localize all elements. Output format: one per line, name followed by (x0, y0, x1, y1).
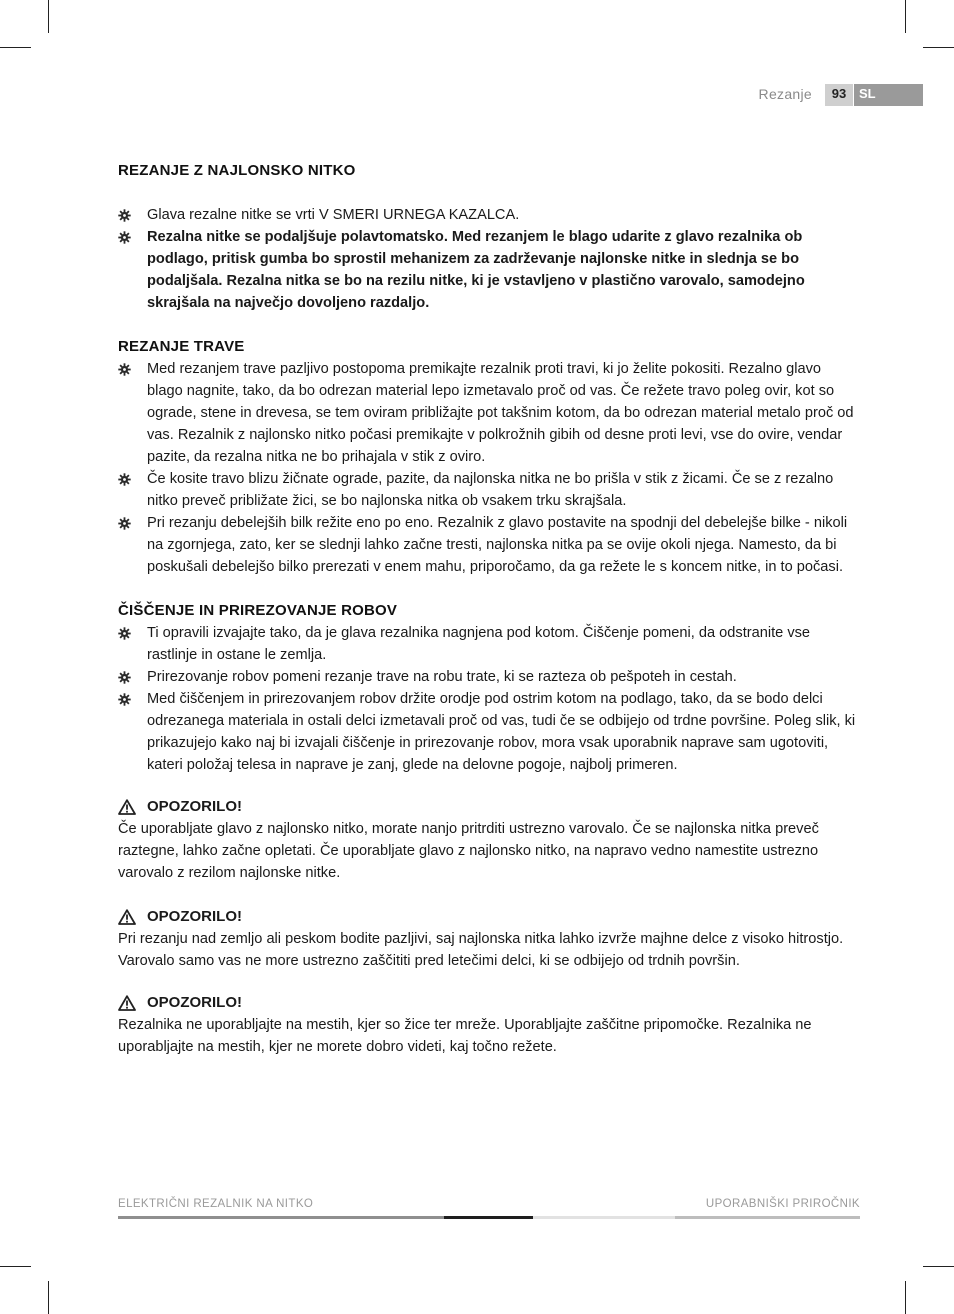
warning-title-text: OPOZORILO! (147, 908, 242, 925)
list-item-text: Pri rezanju debelejših bilk režite eno po eno. Rezalnik z glavo postavite na spodnji del debelejše bilke - nikoli na zgornjega, zato, ker se slednji lahko začne tresti, najlonska nitka pa se ovije okoli njega. Namesto, da bi poskušali debelejšo bilko prerezati v enem mahu, priporočamo, da ga režete le s koncem nitke, in to počasi. (147, 515, 848, 575)
warning-triangle-icon (118, 909, 136, 925)
list-item-text: Glava rezalne nitke se vrti V SMERI URNEGA KAZALCA. (147, 207, 520, 223)
footer-manual-name: UPORABNIŠKI PRIROČNIK (705, 1198, 860, 1210)
section-title-nylon: REZANJE Z NAJLONSKO NITKO (118, 162, 356, 179)
grass-list (118, 358, 858, 578)
gear-bullet-icon (118, 209, 131, 222)
crop-mark (905, 0, 906, 33)
warning-text: Pri rezanju nad zemljo ali peskom bodite pazljivi, saj najlonska nitka lahko izvrže majhne delce z visoko hitrostjo. Varovalo samo vas ne more ustrezno zaščititi pred letečimi delci, ki se odbijejo od trdnih površin. (118, 931, 844, 969)
footer-bar-segment (444, 1216, 533, 1219)
crop-mark (923, 47, 954, 48)
list-item-text: Rezalna nitke se podaljšuje polavtomatsko. Med rezanjem le blago udarite z glavo rezalnika ob podlago, pritisk gumba bo sprostil mehanizem za zadrževanje najlonske nitke in slednja se bo podaljšala. Rezalna nitka se bo na rezilu nitke, ki je vstavljeno v plastično varovalo, samodejno skrajšala na največjo dovoljeno razdaljo. (147, 229, 805, 311)
nylon-list (118, 204, 858, 314)
warning-triangle-icon (118, 995, 136, 1011)
crop-mark (905, 1281, 906, 1314)
list-item-text: Med rezanjem trave pazljivo postopoma premikajte rezalnik proti travi, ki jo želite pokositi. Rezalno glavo blago nagnite, tako, da bo odrezan material lepo izmetavalo proč od vas. Če režete travo poleg ovir, kot so ograde, stene in drevesa, se tem oviram približajte pot takšnim kotom, da bo odrezan material metalo proč od vas. Rezalnik z najlonsko nitko počasi premikajte v polkrožnih gibih od desne proti levi, vse do ovire, vendar pazite, da rezalna nitka ne bo prihajala v stik z oviro. (147, 361, 854, 465)
edges-list (118, 622, 858, 776)
list-item-text: Prirezovanje robov pomeni rezanje trave na robu trate, ki se razteza ob pešpoteh in cestah. (147, 669, 737, 685)
warning-title-text: OPOZORILO! (147, 994, 242, 1011)
crop-mark (0, 1266, 31, 1267)
gear-bullet-icon (118, 473, 131, 486)
page-number: 93 (825, 84, 853, 106)
footer-bar-segment (533, 1216, 675, 1219)
crop-mark (48, 1281, 49, 1314)
list-item (118, 226, 858, 314)
footer-bar-segment (675, 1216, 860, 1219)
gear-bullet-icon (118, 671, 131, 684)
list-item-text: Med čiščenjem in prirezovanjem robov držite orodje pod ostrim kotom na podlago, tako, da se bodo delci odrezanega materiala in ostali delci izmetavali proč od vas, tudi če se odbijejo od trdne površine. Poleg slik, ki prikazujejo kako naj bi izvajali čiščenje in prirezovanje robov, mora vsak uporabnik naprave sam ugotoviti, kateri položaj telesa in naprave je zanj, glede na delovne pogoje, najbolj primeren. (147, 691, 856, 773)
gear-bullet-icon (118, 231, 131, 244)
list-item (118, 468, 858, 512)
footer-bar-segment (118, 1216, 444, 1219)
footer-product-name: ELEKTRIČNI REZALNIK NA NITKO (118, 1198, 314, 1210)
list-item-text: Če kosite travo blizu žičnate ograde, pazite, da najlonska nitka ne bo prišla v stik z žicami. Če se z rezalno nitko preveč približate žici, se bo najlonska nitka ob vsakem trku skrajšala. (147, 471, 834, 509)
list-item (118, 688, 858, 776)
warning-text: Če uporabljate glavo z najlonsko nitko, morate nanjo pritrditi ustrezno varovalo. Če se najlonska nitka preveč raztegne, lahko začne opletati. Če uporabljate glavo z najlonsko nitko, na napravo vedno namestite ustrezno varovalo z rezilom najlonske nitke. (118, 821, 819, 881)
section-title-edges: ČIŠČENJE IN PRIREZOVANJE ROBOV (118, 602, 398, 619)
gear-bullet-icon (118, 693, 131, 706)
main-content (118, 160, 858, 1058)
warning-title (118, 796, 858, 818)
crop-mark (48, 0, 49, 33)
list-item (118, 512, 858, 578)
language-tab: SL (854, 84, 923, 106)
page-header (0, 84, 954, 106)
warning-text: Rezalnika ne uporabljajte na mestih, kjer so žice ter mreže. Uporabljajte zaščitne pripomočke. Rezalnika ne uporabljajte na mestih, kjer ne morete dobro videti, kaj točno režete. (118, 1017, 812, 1055)
list-item-text: Ti opravili izvajajte tako, da je glava rezalnika nagnjena pod kotom. Čiščenje pomeni, da odstranite vse rastlinje in ostane le zemlja. (147, 625, 811, 663)
section-title-grass: REZANJE TRAVE (118, 338, 245, 355)
list-item (118, 622, 858, 666)
warning-title (118, 906, 858, 928)
section-name: Rezanje (758, 86, 812, 102)
warning-triangle-icon (118, 799, 136, 815)
crop-mark (923, 1266, 954, 1267)
warning-title (118, 992, 858, 1014)
gear-bullet-icon (118, 517, 131, 530)
list-item (118, 204, 858, 226)
list-item (118, 358, 858, 468)
warning-title-text: OPOZORILO! (147, 798, 242, 815)
gear-bullet-icon (118, 627, 131, 640)
list-item (118, 666, 858, 688)
gear-bullet-icon (118, 363, 131, 376)
crop-mark (0, 47, 31, 48)
